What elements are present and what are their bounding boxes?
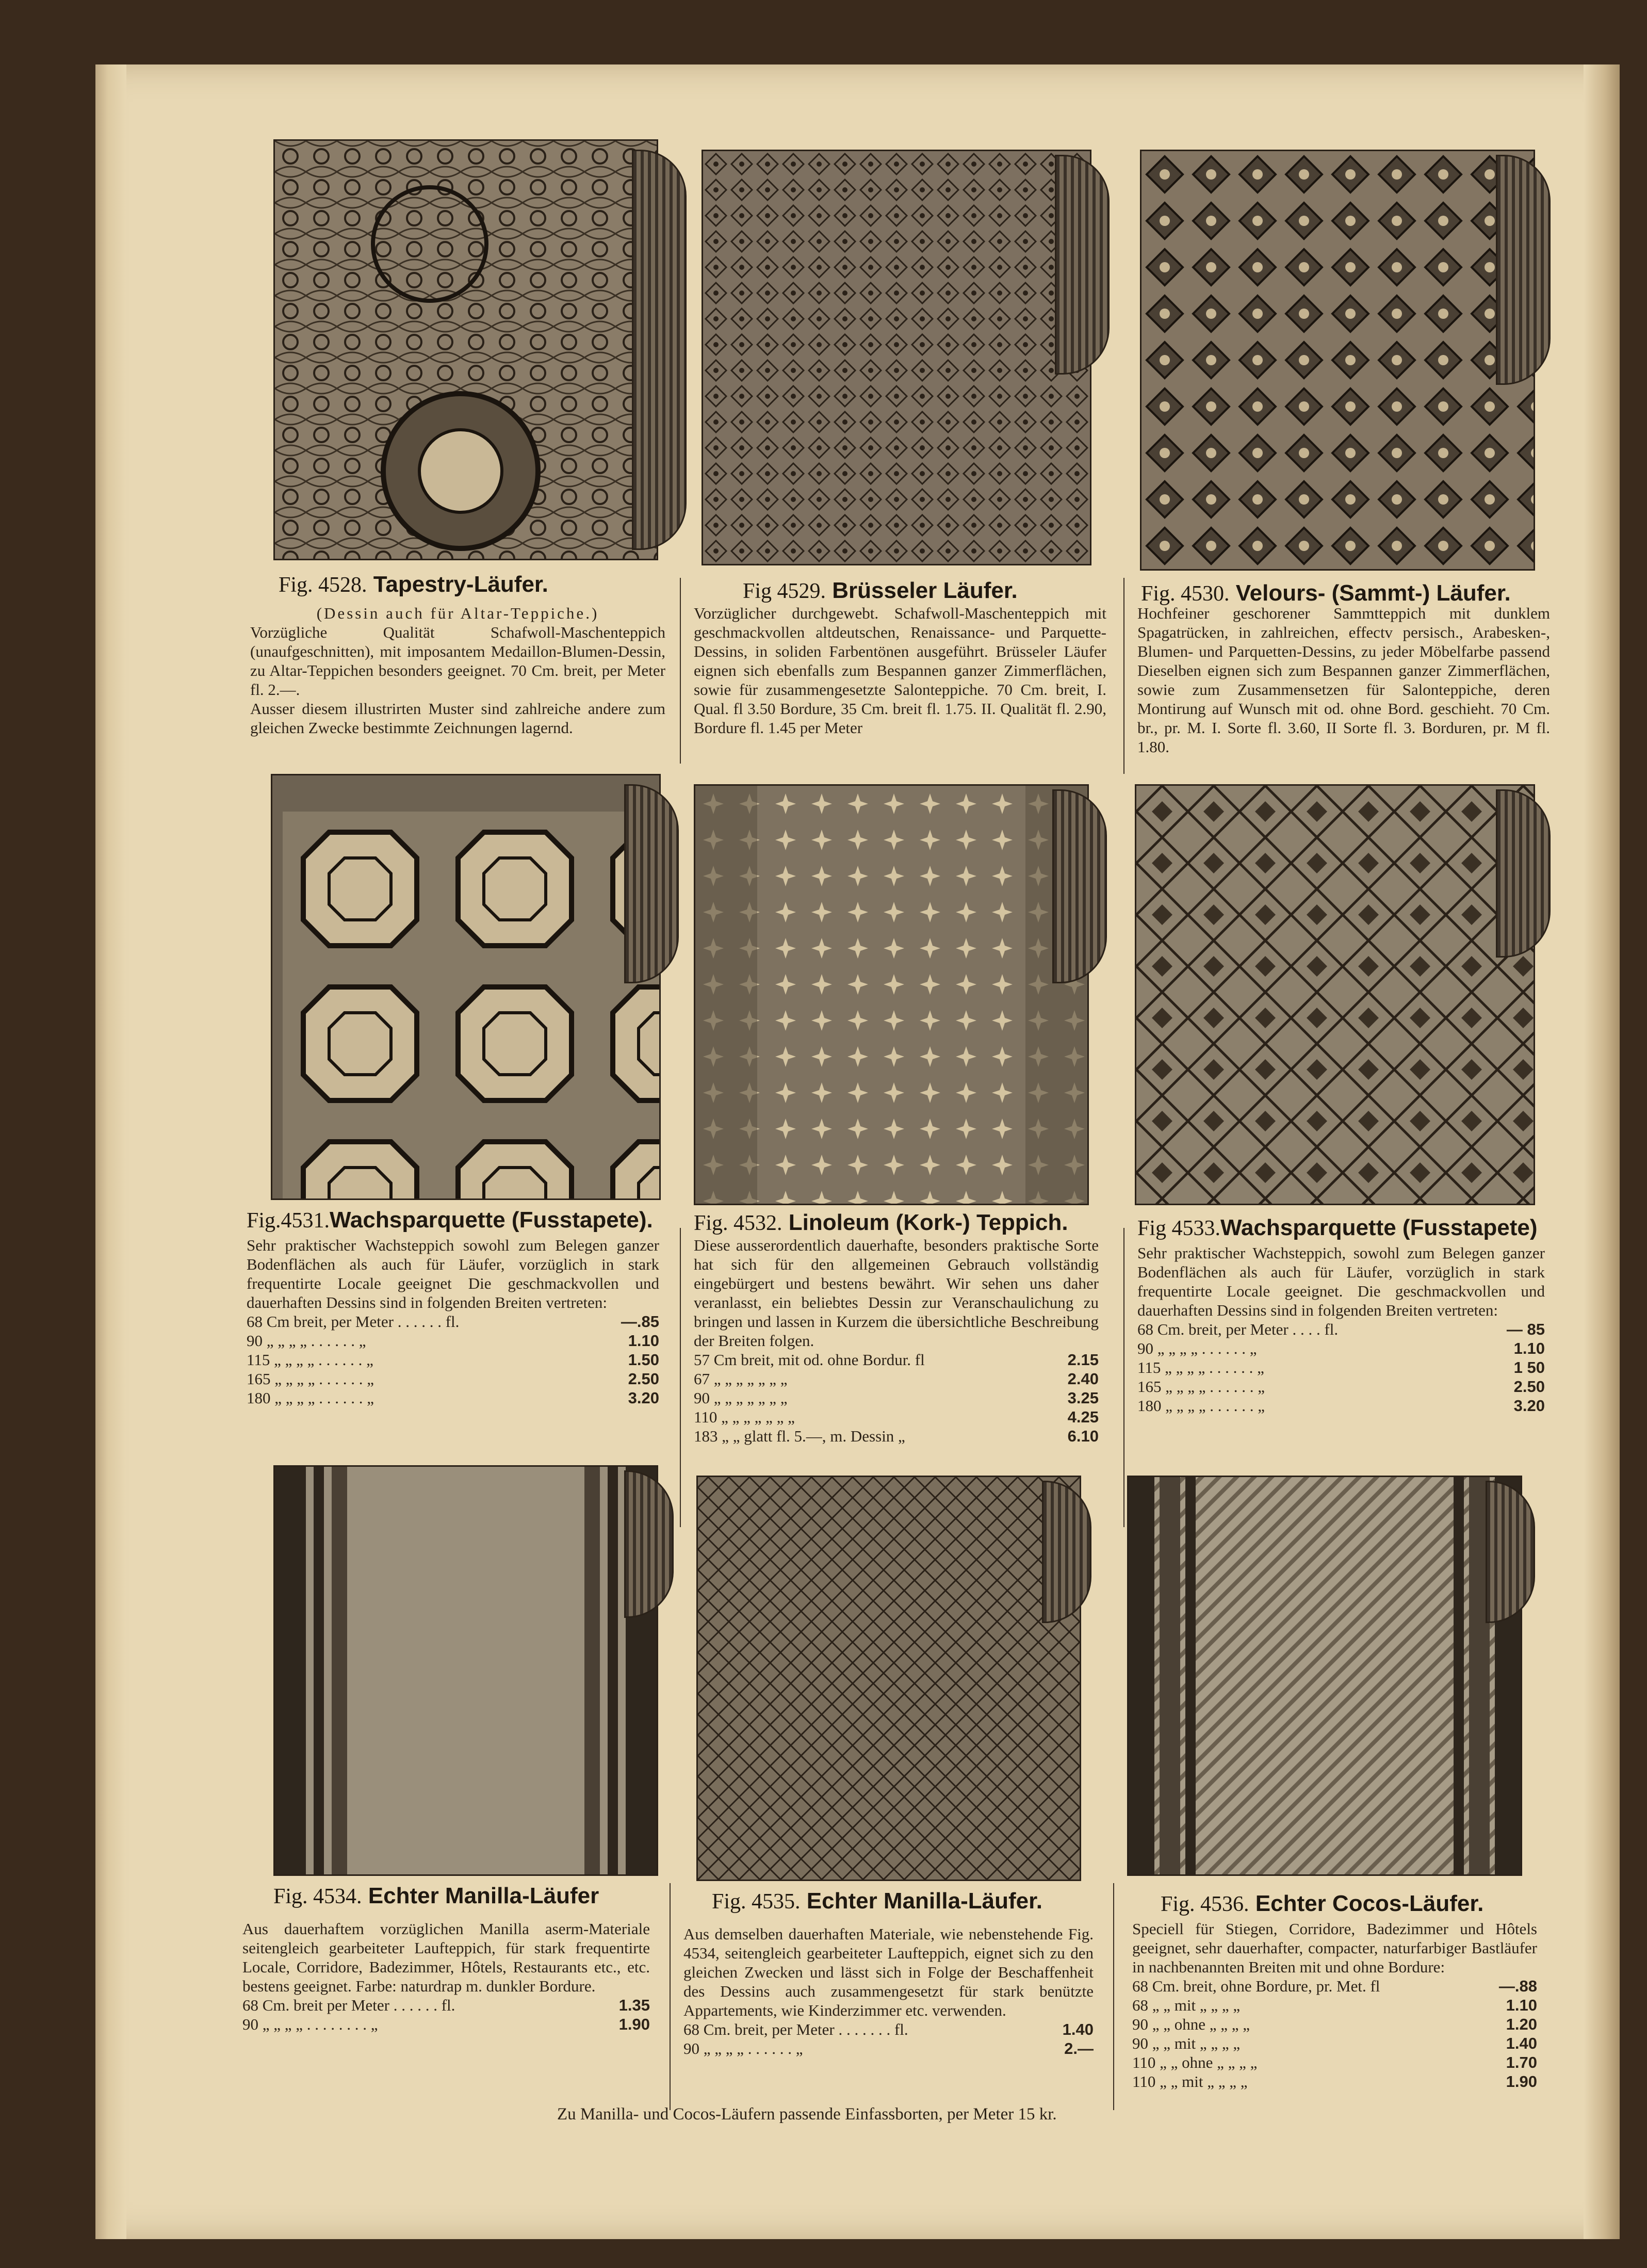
price-list [694,1350,1099,1446]
runner-roll [624,1470,674,1618]
wax-parquet-runner-illustration [1135,784,1535,1205]
column-divider [1123,578,1124,774]
wax-parquet-runner-illustration [271,774,661,1200]
runner-roll [1496,155,1551,385]
runner-roll [1486,1481,1535,1623]
figure-caption: Fig 4529. Brüsseler Läufer. [743,578,1018,603]
runner-roll [624,784,679,983]
figure-caption: Fig. 4535. Echter Manilla-Läufer. [712,1888,1042,1914]
price-row: 68 Cm. breit, per Meter . . . . . . . fl. 1.40 [683,2020,1094,2038]
price-row: 67 „ „ „ „ „ „ „ 2.40 [694,1370,1099,1388]
figure-caption: Fig.4531.Wachsparquette (Fusstapete). [247,1207,653,1233]
manilla-runner-illustration [696,1476,1081,1881]
runner-roll [1055,155,1110,375]
brussels-runner-illustration [702,150,1091,565]
price-row: 165 „ „ „ „ . . . . . . „ 2.50 [1137,1378,1545,1396]
figure-description: (Dessin auch für Altar-Teppiche.) Vorzügliche Qualität Schafwoll-Maschenteppich (unaufgeschnitten), mit imposantem Medaillon-Blumen-Dessin, zu Altar-Teppichen besonders geeignet. 70 Cm. breit, per Meter fl. 2.—. Ausser diesem illustrirten Muster sind zahlreiche andere zum gleichen Zwecke bestimmte Zeichnungen lagernd. [250,604,665,737]
price-row: 68 Cm breit, per Meter . . . . . . fl. —.85 [247,1313,659,1331]
figure-description: Speciell für Stiegen, Corridore, Badezimmer und Hôtels geeignet, sehr dauerhafter, compacter, naturfarbiger Bastläufer in nachbenannten Breiten mit und ohne Bordure: 68 Cm. breit, ohne Bordure, pr. Met. fl —.88 68 „ „ mit „ „ „ „ 1.10 90 „ „ ohne „ „ „ „ 1.20 90 „ „ mit „ „ „ „ 1.40 110 „ „ ohne „ „ „ „ 1.70 110 „ „ mit „ „ „ „ 1.90 [1132,1920,1537,2091]
column-divider [1123,1228,1124,1527]
figure-description: Sehr praktischer Wachsteppich sowohl zum Belegen ganzer Bodenflächen als auch für Läufer, vorzüglich in stark frequentirte Locale geeignet Die geschmackvollen und dauerhaften Dessins sind in folgenden Breiten vertreten: 68 Cm breit, per Meter . . . . . . fl. —.85 90 „ „ „ „ . . . . . . „ 1.10 115 „ „ „ „ . . . . . . „ 1.50 165 „ „ „ „ . . . . . . „ 2.50 180 „ „ „ „ . . . . . . „ 3.20 [247,1236,659,1407]
price-row: 110 „ „ mit „ „ „ „ 1.90 [1132,2072,1537,2091]
figure-description: Hochfeiner geschorener Sammtteppich mit dunklem Spagatrücken, in zahlreichen, effectv persisch., Arabesken-, Blumen- und Parquetten-Dessins, zu jeder Möbelfarbe passend Dieselben eignen sich zum Bespannen ganzer Zimmerflächen, sowie zum Zusammensetzen für Salonteppiche, deren Montirung auf Wunsch mit od. ohne Bord. geschieht. 70 Cm. br., pr. M. I. Sorte fl. 3.60, II Sorte fl. 3. Borduren, pr. M fl. 1.80. [1137,604,1550,756]
price-row: 90 „ „ „ „ . . . . . . „ 2.— [683,2039,1094,2058]
figure-description: Aus dauerhaftem vorzüglichen Manilla aserm-Materiale seitengleich gearbeiteter Laufteppich, für stark frequentirte Locale, Corridore, Badezimmer, Hôtels, Restaurants etc., etc. bestens geeignet. Farbe: naturdrap m. dunkler Bordure. 68 Cm. breit per Meter . . . . . . fl. 1.35 90 „ „ „ „ . . . . . . . . „ 1.90 [242,1920,650,2033]
price-row: 90 „ „ „ „ „ „ „ 3.25 [694,1389,1099,1407]
tapestry-runner-illustration [273,139,658,560]
price-list [247,1312,659,1407]
page-binding-edge [95,64,126,2239]
price-row: 180 „ „ „ „ . . . . . . „ 3.20 [1137,1397,1545,1415]
manilla-runner-illustration [273,1465,658,1876]
cocos-runner-illustration [1127,1476,1522,1876]
figure-description: Diese ausserordentlich dauerhafte, besonders praktische Sorte hat sich für den allgemeinen Gebrauch vollständig eingebürgert und bestens bewährt. Wir sehen uns daher veranlasst, ein beliebtes Dessin zur Veranschaulichung zu bringen und lassen in Kurzem die übersichtliche Beschreibung der Breiten folgen. 57 Cm breit, mit od. ohne Bordur. fl 2.15 67 „ „ „ „ „ „ „ 2.40 90 „ „ „ „ „ „ „ 3.25 110 „ „ „ „ „ „ „ 4.25 183 „ „ glatt fl. 5.—, m. Dessin „ 6.10 [694,1236,1099,1445]
column-divider [1113,1883,1114,2110]
figure-caption: Fig. 4532. Linoleum (Kork-) Teppich. [694,1210,1068,1235]
price-list [683,2020,1094,2058]
column-divider [680,578,681,764]
price-row: 115 „ „ „ „ . . . . . . „ 1.50 [247,1351,659,1369]
price-row: 110 „ „ ohne „ „ „ „ 1.70 [1132,2053,1537,2071]
price-row: 90 „ „ „ „ . . . . . . „ 1.10 [247,1332,659,1350]
figure-description: Sehr praktischer Wachsteppich, sowohl zum Belegen ganzer Bodenflächen als auch für Läufer, vorzüglich in stark frequentirte Locale geeignet. Die geschmackvollen und dauerhaften Dessins sind in folgenden Breiten vertreten: 68 Cm. breit, per Meter . . . . fl. — 85 90 „ „ „ „ . . . . . . „ 1.10 115 „ „ „ „ . . . . . . „ 1 50 165 „ „ „ „ . . . . . . „ 2.50 180 „ „ „ „ . . . . . . „ 3.20 [1137,1244,1545,1415]
page-footer-note: Zu Manilla- und Cocos-Läufern passende Einfassborten, per Meter 15 kr. [557,2105,1057,2124]
price-row: 110 „ „ „ „ „ „ „ 4.25 [694,1408,1099,1426]
price-row: 68 „ „ mit „ „ „ „ 1.10 [1132,1996,1537,2014]
column-divider [670,1883,671,2110]
price-row: 183 „ „ glatt fl. 5.—, m. Dessin „ 6.10 [694,1427,1099,1445]
figure-caption: Fig. 4536. Echter Cocos-Läufer. [1161,1891,1484,1916]
runner-roll [1496,789,1551,958]
price-list [242,1996,650,2034]
price-row: 68 Cm. breit per Meter . . . . . . fl. 1.35 [242,1996,650,2014]
price-row: 165 „ „ „ „ . . . . . . „ 2.50 [247,1370,659,1388]
price-row: 115 „ „ „ „ . . . . . . „ 1 50 [1137,1358,1545,1376]
runner-roll [1042,1481,1091,1623]
price-row: 90 „ „ mit „ „ „ „ 1.40 [1132,2034,1537,2052]
page-right-edge [1584,64,1620,2239]
figure-caption: Fig 4533.Wachsparquette (Fusstapete) [1137,1215,1538,1240]
price-row: 68 Cm. breit, ohne Bordure, pr. Met. fl —.88 [1132,1977,1537,1995]
figure-caption: Fig. 4530. Velours- (Sammt-) Läufer. [1141,580,1511,606]
figure-description: Aus demselben dauerhaften Materiale, wie nebenstehende Fig. 4534, seitengleich gearbeiteter Laufteppich, eignet sich zu den gleichen Zwecken und lässt sich in Folge der Beschaffenheit des Dessins auch zusammengesetzt für stark benützte Appartements, wie Kinderzimmer etc. verwenden. 68 Cm. breit, per Meter . . . . . . . fl. 1.40 90 „ „ „ „ . . . . . . „ 2.— [683,1925,1094,2058]
price-list [1137,1320,1545,1415]
velours-runner-illustration [1140,150,1535,571]
figure-caption: Fig. 4528. Tapestry-Läufer. [279,572,548,597]
runner-roll [1052,789,1107,983]
figure-description: Vorzüglicher durchgewebt. Schafwoll-Maschenteppich mit geschmackvollen altdeutschen, Renaissance- und Parquette-Dessins, in soliden Farbentönen ausgeführt. Brüsseler Läufer eignen sich ebenfalls zum Bespannen ganzer Zimmerflächen, sowie für zusammengesetzte Salonteppiche. 70 Cm. breit, I. Qual. fl 3.50 Bordure, 35 Cm. breit fl. 1.75. II. Qualität fl. 2.90, Bordure fl. 1.45 per Meter [694,604,1106,737]
price-list [1132,1977,1537,2091]
price-row: 68 Cm. breit, per Meter . . . . fl. — 85 [1137,1320,1545,1338]
runner-roll [632,150,687,550]
price-row: 90 „ „ „ „ . . . . . . . . „ 1.90 [242,2015,650,2033]
price-row: 90 „ „ „ „ . . . . . . „ 1.10 [1137,1339,1545,1357]
linoleum-runner-illustration [694,784,1089,1205]
price-row: 57 Cm breit, mit od. ohne Bordur. fl 2.15 [694,1351,1099,1369]
figure-caption: Fig. 4534. Echter Manilla-Läufer [273,1883,599,1908]
column-divider [680,1228,681,1527]
price-row: 90 „ „ ohne „ „ „ „ 1.20 [1132,2015,1537,2033]
price-row: 180 „ „ „ „ . . . . . . „ 3.20 [247,1389,659,1407]
